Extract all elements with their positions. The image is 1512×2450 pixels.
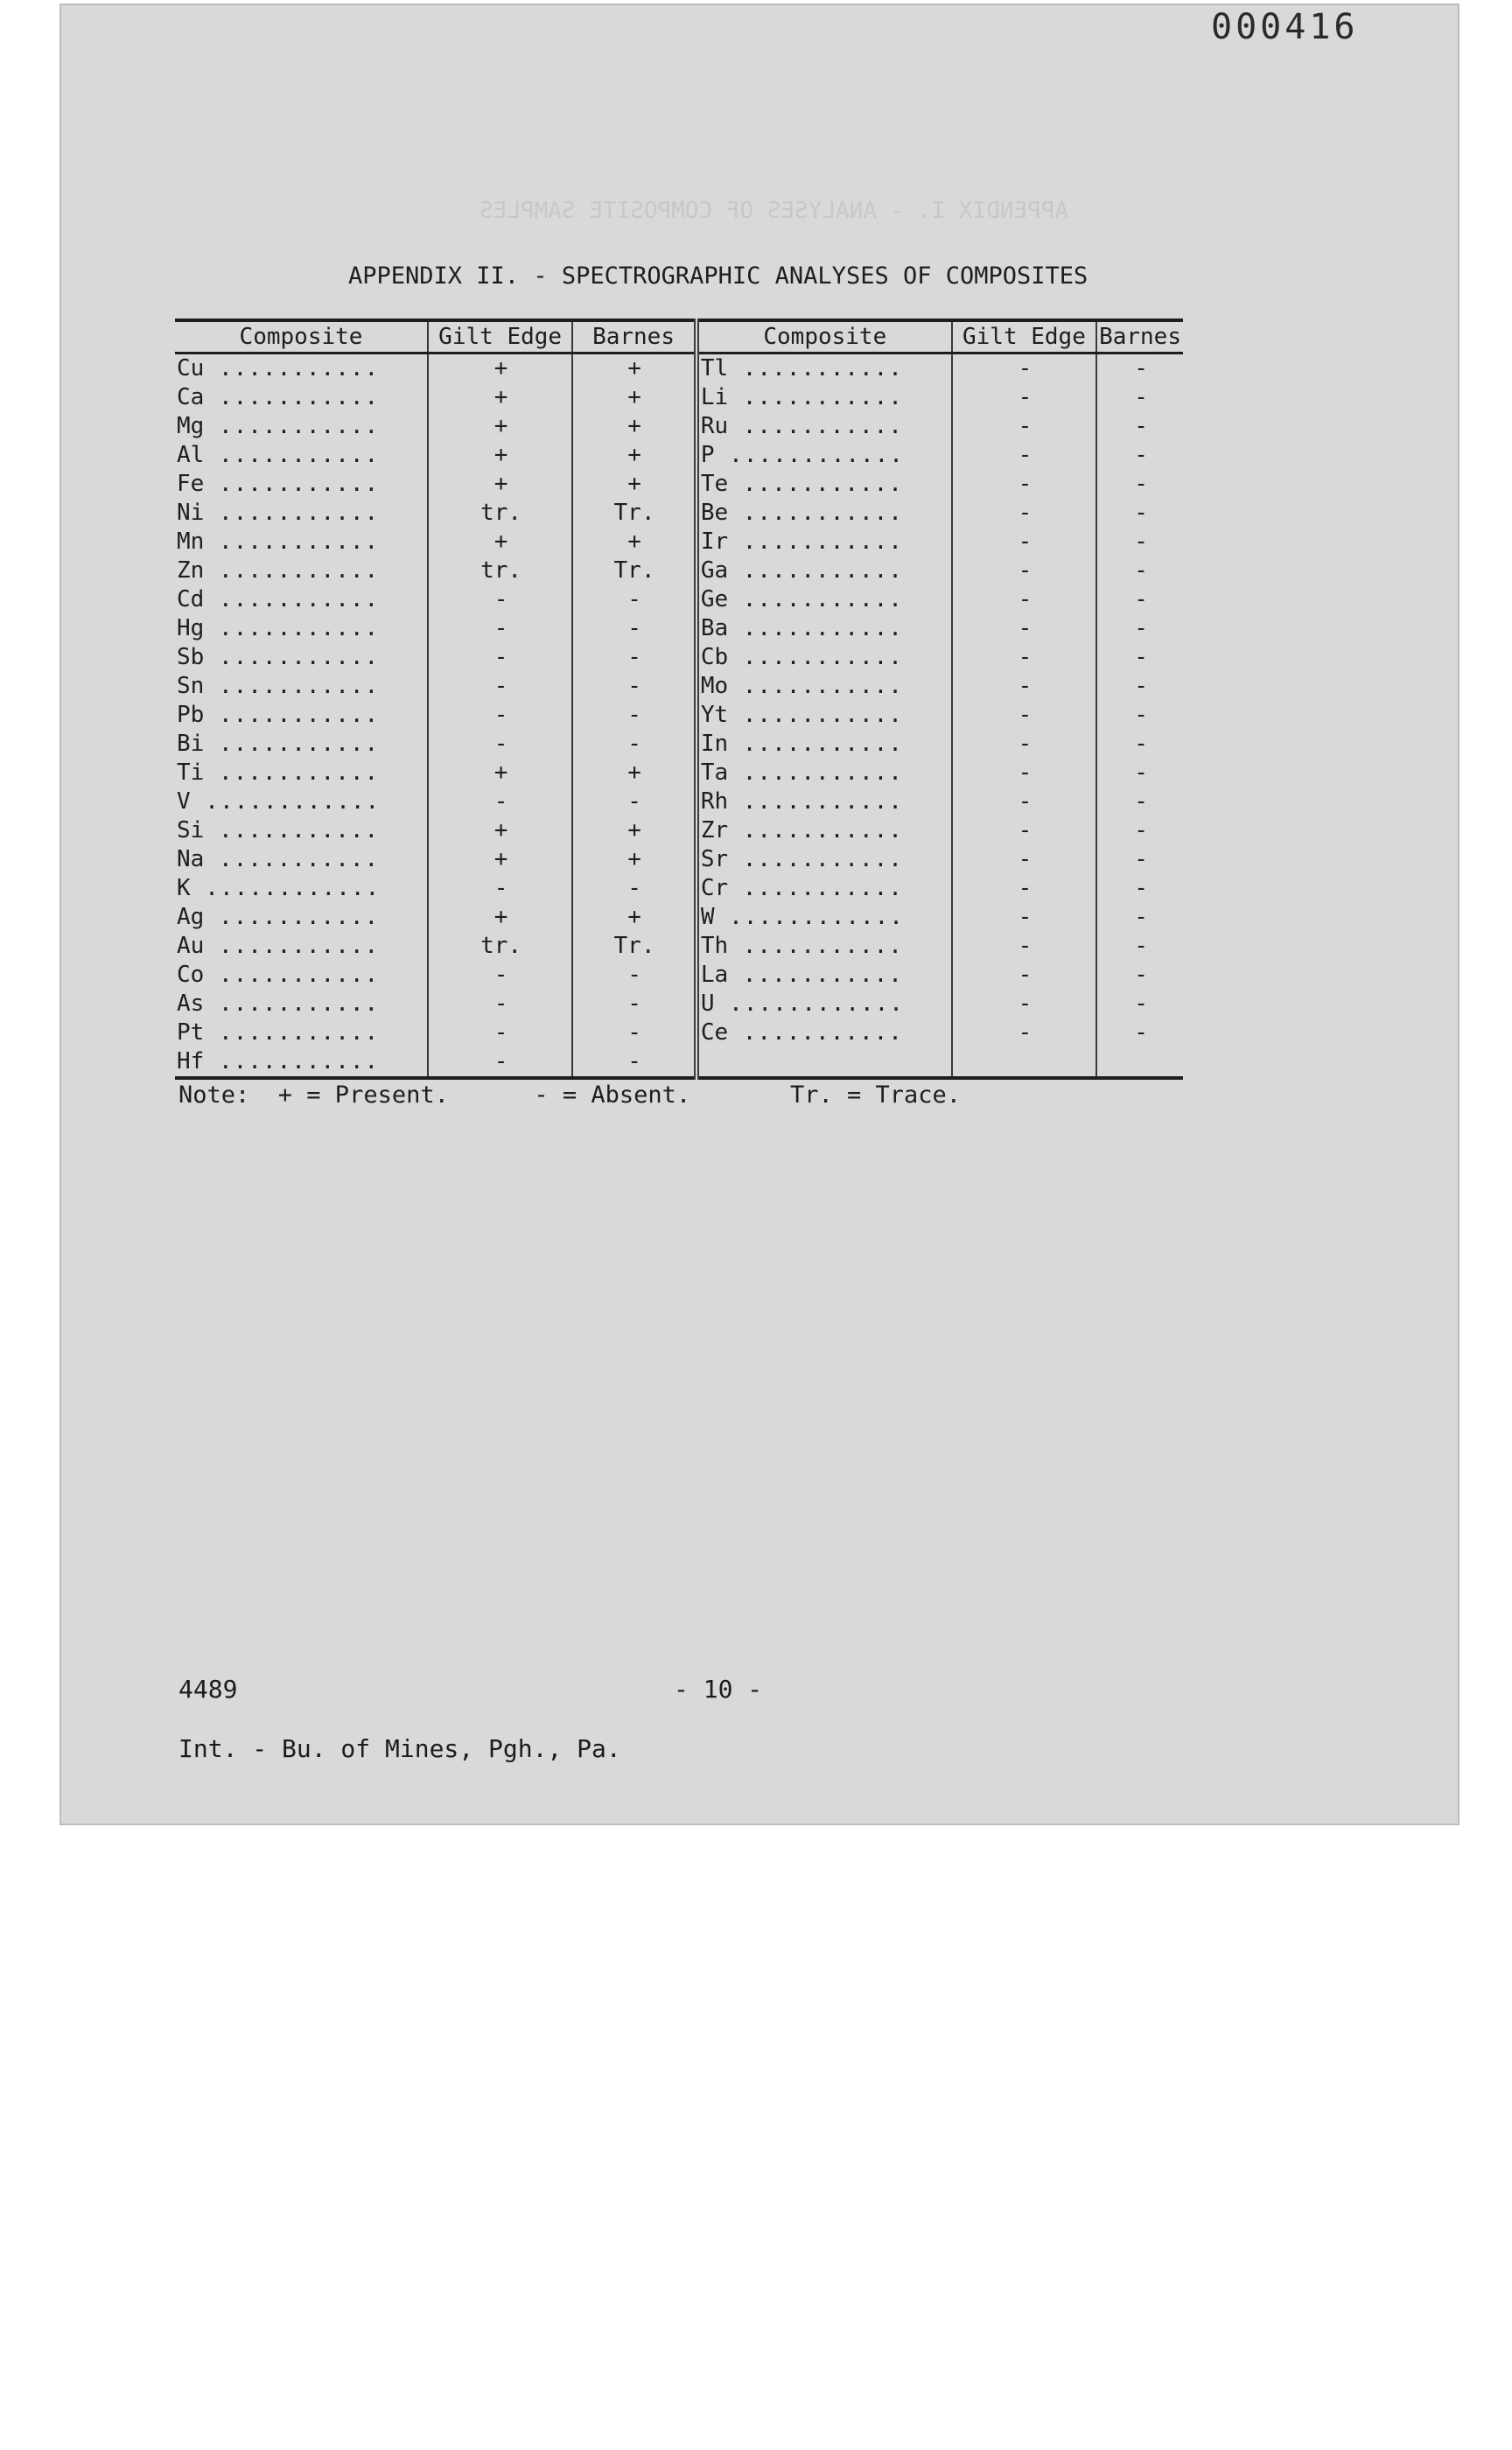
- barnes-right-value: -: [1134, 355, 1148, 382]
- gilt-edge-right-value: -: [1018, 933, 1032, 959]
- table-row: [175, 643, 1183, 672]
- barnes-right-value: -: [1134, 904, 1148, 930]
- element-right: Th: [700, 933, 729, 959]
- gilt-edge-right-value: -: [1018, 586, 1032, 612]
- element-left: K: [177, 875, 191, 901]
- page-title: APPENDIX II. - SPECTROGRAPHIC ANALYSES OF COMPOSITES: [348, 262, 1088, 290]
- gilt-edge-left-value: +: [494, 817, 508, 844]
- gilt-edge-left-value: -: [494, 1048, 508, 1074]
- leader-dots: ...........: [204, 528, 380, 555]
- barnes-right-value: -: [1134, 846, 1148, 872]
- gilt-edge-left-value: +: [494, 904, 508, 930]
- leader-dots: ...........: [204, 904, 380, 930]
- element-right: Rh: [700, 788, 729, 815]
- header-barnes-left: Barnes: [572, 320, 696, 354]
- gilt-edge-right-value: -: [1018, 875, 1032, 901]
- element-left: Hf: [177, 1048, 205, 1074]
- report-number: 4489: [178, 1675, 238, 1704]
- barnes-left-value: -: [627, 962, 641, 988]
- barnes-left-value: +: [627, 413, 641, 439]
- gilt-edge-left-value: +: [494, 384, 508, 410]
- leader-dots: ...........: [728, 500, 903, 526]
- element-right: Ge: [700, 586, 729, 612]
- leader-dots: ...........: [728, 702, 903, 728]
- element-left: Hg: [177, 615, 205, 641]
- leader-dots: ...........: [728, 788, 903, 815]
- gilt-edge-right-value: -: [1018, 846, 1032, 872]
- table-row: [175, 759, 1183, 788]
- table-row: [175, 816, 1183, 845]
- element-left: Al: [177, 442, 205, 468]
- gilt-edge-right-value: -: [1018, 673, 1032, 699]
- barnes-left-value: +: [627, 384, 641, 410]
- table-row: [175, 961, 1183, 990]
- header-barnes-right: Barnes: [1096, 320, 1183, 354]
- leader-dots: ...........: [728, 557, 903, 584]
- barnes-left-value: -: [627, 644, 641, 670]
- barnes-right-value: -: [1134, 990, 1148, 1017]
- leader-dots: ...........: [728, 760, 903, 786]
- table-row: [175, 412, 1183, 441]
- element-right: In: [700, 731, 729, 757]
- header-composite-left: Composite: [175, 320, 428, 354]
- gilt-edge-left-value: -: [494, 673, 508, 699]
- barnes-right-value: -: [1134, 788, 1148, 815]
- element-left: Mn: [177, 528, 205, 555]
- barnes-right-value: -: [1134, 1019, 1148, 1046]
- barnes-left-value: Tr.: [613, 933, 655, 959]
- header-gilt-edge-right: Gilt Edge: [952, 320, 1096, 354]
- leader-dots: ...........: [728, 413, 903, 439]
- table-row: [175, 730, 1183, 759]
- barnes-right-value: -: [1134, 471, 1148, 497]
- gilt-edge-left-value: -: [494, 615, 508, 641]
- gilt-edge-right-value: -: [1018, 702, 1032, 728]
- element-right: Mo: [700, 673, 729, 699]
- table-row: [175, 932, 1183, 961]
- barnes-right-value: -: [1134, 442, 1148, 468]
- element-right: Ru: [700, 413, 729, 439]
- table-row: [175, 1047, 1183, 1078]
- barnes-left-value: +: [627, 471, 641, 497]
- gilt-edge-left-value: -: [494, 788, 508, 815]
- element-left: As: [177, 990, 205, 1017]
- element-right: La: [700, 962, 729, 988]
- header-composite-right: Composite: [696, 320, 952, 354]
- leader-dots: ...........: [204, 471, 380, 497]
- leader-dots: ...........: [728, 615, 903, 641]
- barnes-left-value: -: [627, 788, 641, 815]
- barnes-right-value: -: [1134, 586, 1148, 612]
- gilt-edge-left-value: +: [494, 528, 508, 555]
- barnes-left-value: -: [627, 673, 641, 699]
- gilt-edge-left-value: -: [494, 962, 508, 988]
- element-right: Ta: [700, 760, 729, 786]
- leader-dots: ...........: [204, 760, 380, 786]
- barnes-left-value: +: [627, 355, 641, 382]
- element-right: Yt: [700, 702, 729, 728]
- barnes-right-value: -: [1134, 731, 1148, 757]
- barnes-left-value: +: [627, 846, 641, 872]
- element-left: Co: [177, 962, 205, 988]
- barnes-left-value: -: [627, 615, 641, 641]
- element-left: Sb: [177, 644, 205, 670]
- leader-dots: ...........: [204, 1019, 380, 1046]
- leader-dots: ...........: [728, 846, 903, 872]
- element-right: Zr: [700, 817, 729, 844]
- barnes-left-value: +: [627, 904, 641, 930]
- leader-dots: ...........: [204, 384, 380, 410]
- table-row: [175, 788, 1183, 816]
- gilt-edge-left-value: -: [494, 731, 508, 757]
- gilt-edge-right-value: -: [1018, 442, 1032, 468]
- gilt-edge-right-value: -: [1018, 355, 1032, 382]
- element-left: Si: [177, 817, 205, 844]
- table-row: [175, 470, 1183, 499]
- spectrographic-table: [175, 318, 1183, 1080]
- leader-dots: ...........: [728, 644, 903, 670]
- leader-dots: ...........: [728, 355, 903, 382]
- gilt-edge-left-value: +: [494, 760, 508, 786]
- barnes-right-value: -: [1134, 557, 1148, 584]
- element-right: Be: [700, 500, 729, 526]
- barnes-left-value: -: [627, 731, 641, 757]
- element-left: Ag: [177, 904, 205, 930]
- barnes-right-value: -: [1134, 933, 1148, 959]
- barnes-right-value: -: [1134, 644, 1148, 670]
- leader-dots: ...........: [204, 933, 380, 959]
- element-left: Na: [177, 846, 205, 872]
- barnes-right-value: -: [1134, 500, 1148, 526]
- table-row: [175, 1018, 1183, 1047]
- gilt-edge-left-value: +: [494, 355, 508, 382]
- barnes-right-value: -: [1134, 673, 1148, 699]
- gilt-edge-left-value: +: [494, 471, 508, 497]
- element-left: Sn: [177, 673, 205, 699]
- barnes-right-value: -: [1134, 702, 1148, 728]
- leader-dots: ...........: [204, 644, 380, 670]
- gilt-edge-left-value: -: [494, 990, 508, 1017]
- leader-dots: ...........: [204, 500, 380, 526]
- barnes-left-value: -: [627, 1048, 641, 1074]
- page-number: - 10 -: [674, 1675, 763, 1704]
- barnes-left-value: +: [627, 528, 641, 555]
- element-left: Bi: [177, 731, 205, 757]
- table-row: [175, 585, 1183, 614]
- gilt-edge-right-value: -: [1018, 817, 1032, 844]
- element-left: Cd: [177, 586, 205, 612]
- leader-dots: ...........: [204, 355, 380, 382]
- table-header-row: [175, 320, 1183, 354]
- table-row: [175, 672, 1183, 701]
- element-left: Ni: [177, 500, 205, 526]
- leader-dots: ............: [714, 990, 904, 1017]
- bleed-through-text: APPENDIX I. - ANALYSES OF COMPOSITE SAMPLES: [480, 198, 1069, 224]
- document-number: 000416: [1211, 7, 1359, 47]
- leader-dots: ...........: [204, 731, 380, 757]
- leader-dots: ............: [714, 904, 904, 930]
- leader-dots: ...........: [728, 673, 903, 699]
- barnes-left-value: -: [627, 702, 641, 728]
- table-row: [175, 845, 1183, 874]
- element-right: Tl: [700, 355, 729, 382]
- element-left: Pb: [177, 702, 205, 728]
- gilt-edge-right-value: -: [1018, 413, 1032, 439]
- leader-dots: ...........: [204, 586, 380, 612]
- element-left: Ti: [177, 760, 205, 786]
- table-row: [175, 874, 1183, 903]
- gilt-edge-right-value: -: [1018, 471, 1032, 497]
- gilt-edge-right-value: -: [1018, 904, 1032, 930]
- gilt-edge-left-value: tr.: [480, 933, 522, 959]
- leader-dots: ...........: [728, 933, 903, 959]
- leader-dots: ...........: [204, 442, 380, 468]
- leader-dots: ...........: [728, 1019, 903, 1046]
- element-left: Fe: [177, 471, 205, 497]
- element-right: Ce: [700, 1019, 729, 1046]
- gilt-edge-left-value: +: [494, 442, 508, 468]
- gilt-edge-left-value: -: [494, 586, 508, 612]
- leader-dots: ...........: [728, 586, 903, 612]
- table-row: [175, 528, 1183, 556]
- leader-dots: ...........: [728, 875, 903, 901]
- gilt-edge-right-value: -: [1018, 644, 1032, 670]
- barnes-left-value: Tr.: [613, 557, 655, 584]
- table-row: [175, 903, 1183, 932]
- gilt-edge-left-value: tr.: [480, 557, 522, 584]
- table-row: [175, 556, 1183, 585]
- header-gilt-edge-left: Gilt Edge: [428, 320, 572, 354]
- element-right: W: [700, 904, 715, 930]
- element-left: Ca: [177, 384, 205, 410]
- barnes-right-value: -: [1134, 760, 1148, 786]
- barnes-left-value: -: [627, 1019, 641, 1046]
- element-right: Ba: [700, 615, 729, 641]
- origin-line: Int. - Bu. of Mines, Pgh., Pa.: [178, 1734, 621, 1763]
- gilt-edge-right-value: -: [1018, 990, 1032, 1017]
- element-left: Zn: [177, 557, 205, 584]
- leader-dots: ...........: [204, 1048, 380, 1074]
- barnes-right-value: -: [1134, 962, 1148, 988]
- gilt-edge-right-value: -: [1018, 384, 1032, 410]
- leader-dots: ...........: [728, 817, 903, 844]
- leader-dots: ...........: [728, 471, 903, 497]
- gilt-edge-right-value: -: [1018, 528, 1032, 555]
- leader-dots: ...........: [204, 557, 380, 584]
- element-right: Ga: [700, 557, 729, 584]
- barnes-left-value: -: [627, 990, 641, 1017]
- element-right: Cb: [700, 644, 729, 670]
- leader-dots: ...........: [204, 702, 380, 728]
- table-row: [175, 499, 1183, 528]
- leader-dots: ...........: [204, 846, 380, 872]
- element-right: Sr: [700, 846, 729, 872]
- gilt-edge-left-value: -: [494, 644, 508, 670]
- barnes-left-value: -: [627, 875, 641, 901]
- gilt-edge-left-value: +: [494, 846, 508, 872]
- table-row: [175, 441, 1183, 470]
- barnes-left-value: +: [627, 817, 641, 844]
- gilt-edge-left-value: -: [494, 1019, 508, 1046]
- table-row: [175, 614, 1183, 643]
- element-left: Pt: [177, 1019, 205, 1046]
- barnes-right-value: -: [1134, 817, 1148, 844]
- element-right: Li: [700, 384, 729, 410]
- element-left: Mg: [177, 413, 205, 439]
- gilt-edge-right-value: -: [1018, 788, 1032, 815]
- table-row: [175, 383, 1183, 412]
- barnes-left-value: +: [627, 760, 641, 786]
- element-right: P: [700, 442, 715, 468]
- leader-dots: ...........: [728, 962, 903, 988]
- barnes-right-value: -: [1134, 528, 1148, 555]
- barnes-right-value: -: [1134, 413, 1148, 439]
- barnes-left-value: Tr.: [613, 500, 655, 526]
- gilt-edge-left-value: +: [494, 413, 508, 439]
- element-left: V: [177, 788, 191, 815]
- gilt-edge-right-value: -: [1018, 962, 1032, 988]
- leader-dots: ...........: [204, 990, 380, 1017]
- legend-note: Note: + = Present. - = Absent. Tr. = Trace.: [178, 1082, 962, 1109]
- leader-dots: ...........: [204, 962, 380, 988]
- leader-dots: ............: [714, 442, 904, 468]
- leader-dots: ...........: [728, 528, 903, 555]
- barnes-left-value: -: [627, 586, 641, 612]
- gilt-edge-left-value: tr.: [480, 500, 522, 526]
- barnes-right-value: -: [1134, 615, 1148, 641]
- table-row: [175, 354, 1183, 384]
- gilt-edge-right-value: -: [1018, 615, 1032, 641]
- element-right: Cr: [700, 875, 729, 901]
- leader-dots: ...........: [204, 817, 380, 844]
- barnes-left-value: +: [627, 442, 641, 468]
- leader-dots: ...........: [728, 731, 903, 757]
- element-left: Au: [177, 933, 205, 959]
- gilt-edge-right-value: -: [1018, 500, 1032, 526]
- element-right: U: [700, 990, 715, 1017]
- gilt-edge-right-value: -: [1018, 1019, 1032, 1046]
- barnes-right-value: -: [1134, 384, 1148, 410]
- barnes-right-value: -: [1134, 875, 1148, 901]
- leader-dots: ...........: [204, 615, 380, 641]
- element-right: Ir: [700, 528, 729, 555]
- element-right: Te: [700, 471, 729, 497]
- leader-dots: ............: [190, 788, 381, 815]
- gilt-edge-right-value: -: [1018, 760, 1032, 786]
- gilt-edge-left-value: -: [494, 875, 508, 901]
- table-row: [175, 701, 1183, 730]
- leader-dots: ...........: [204, 413, 380, 439]
- leader-dots: ...........: [204, 673, 380, 699]
- gilt-edge-right-value: -: [1018, 557, 1032, 584]
- leader-dots: ............: [190, 875, 381, 901]
- table-row: [175, 990, 1183, 1018]
- gilt-edge-right-value: -: [1018, 731, 1032, 757]
- gilt-edge-left-value: -: [494, 702, 508, 728]
- leader-dots: ...........: [728, 384, 903, 410]
- element-left: Cu: [177, 355, 205, 382]
